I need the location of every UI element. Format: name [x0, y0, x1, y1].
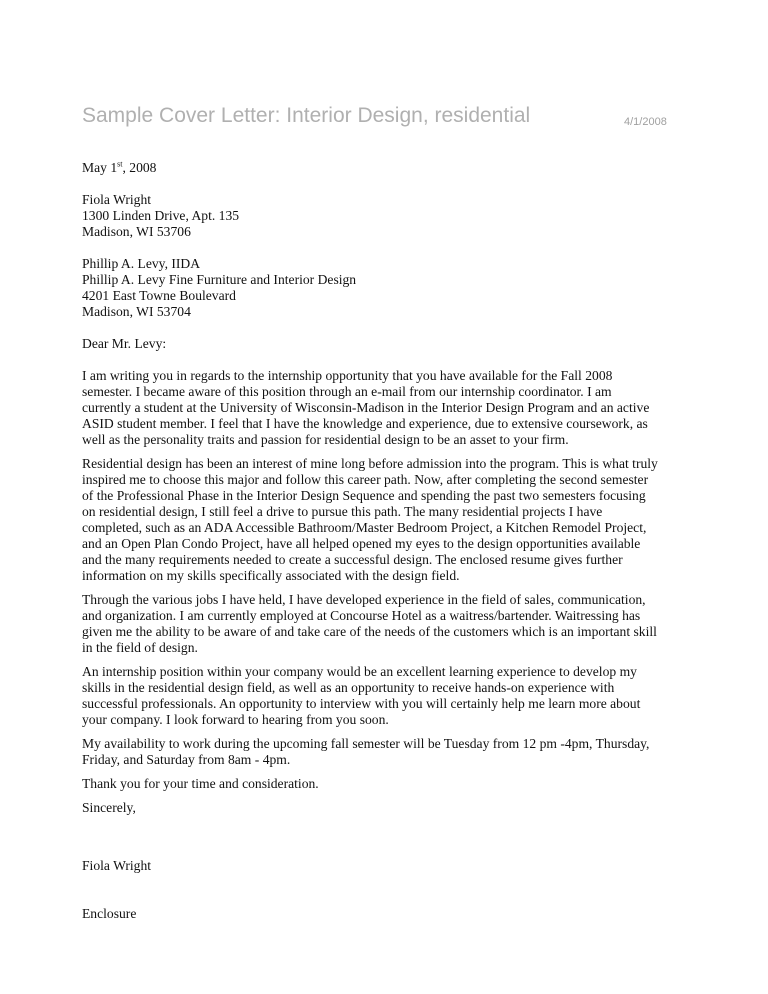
document-date: 4/1/2008 — [624, 116, 667, 128]
recipient-company: Phillip A. Levy Fine Furniture and Interior Design — [82, 272, 357, 287]
document-header — [82, 104, 682, 140]
paragraph-3: Through the various jobs I have held, I have developed experience in the field of sales, communication, and organization. I am currently employed at Concourse Hotel as a waitress/bartender. Waitressing has given me the ability to be aware of and take care of the needs of the customers which is an important skill in the field of design. — [82, 592, 657, 655]
enclosure-note: Enclosure — [82, 906, 137, 921]
recipient-address — [82, 256, 672, 320]
paragraph-4: An internship position within your company would be an excellent learning experience to develop my skills in the residential design field, as well as an opportunity to receive hands-on experience with successful professionals. An opportunity to interview with you will certainly help me learn more about your company. I look forward to hearing from you soon. — [82, 664, 641, 727]
recipient-street: 4201 East Towne Boulevard — [82, 288, 236, 303]
paragraph-2: Residential design has been an interest of mine long before admission into the program. This is what truly inspired me to choose this major and follow this career path. Now, after completing the second semester of the Professional Phase in the Interior Design Sequence and spending the past two semesters focusing on residential design, I still feel a drive to pursue this path. The many residential projects I have completed, such as an ADA Accessible Bathroom/Master Bedroom Project, a Kitchen Remodel Project, and an Open Plan Condo Project, have all helped opened my eyes to the design opportunities available and the many requirements needed to create a successful design. The enclosed resume gives further information on my skills specifically associated with the design field. — [82, 456, 658, 583]
letter-body — [82, 160, 672, 922]
sender-address — [82, 192, 672, 240]
sender-street: 1300 Linden Drive, Apt. 135 — [82, 208, 240, 223]
recipient-name: Phillip A. Levy, IIDA — [82, 256, 201, 271]
recipient-city: Madison, WI 53704 — [82, 304, 191, 319]
letter-date: May 1st, 2008 — [82, 159, 157, 175]
signature-name: Fiola Wright — [82, 858, 152, 873]
sender-city: Madison, WI 53706 — [82, 224, 191, 239]
sender-name: Fiola Wright — [82, 192, 152, 207]
paragraph-5: My availability to work during the upcoming fall semester will be Tuesday from 12 pm -4pm, Thursday, Friday, and Saturday from 8am - 4pm. — [82, 736, 650, 767]
salutation: Dear Mr. Levy: — [82, 336, 167, 351]
document-title: Sample Cover Letter: Interior Design, residential — [82, 104, 531, 127]
thanks-line: Thank you for your time and consideration. — [82, 776, 319, 791]
closing: Sincerely, — [82, 800, 136, 815]
paragraph-1: I am writing you in regards to the internship opportunity that you have available for the Fall 2008 semester. I became aware of this position through an e-mail from our internship coordinator. I am currently a student at the University of Wisconsin-Madison in the Interior Design Program and an active ASID student member. I feel that I have the knowledge and experience, due to extensive coursework, as well as the personality traits and passion for residential design to be an asset to your firm. — [82, 368, 650, 447]
